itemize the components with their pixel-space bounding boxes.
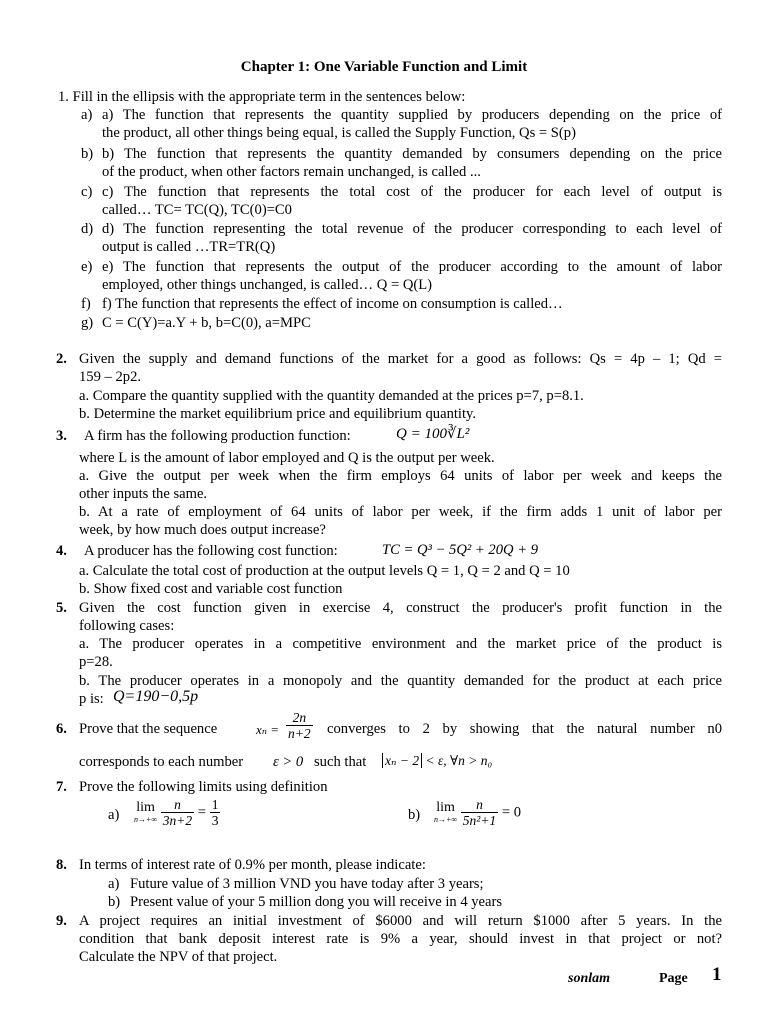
lim-label: lim — [136, 800, 155, 815]
q4-part-b: b. Show fixed cost and variable cost function — [79, 581, 343, 597]
q3-part-a: a. Give the output per week when the firm employs 64 units of labor per week and keeps the — [79, 468, 722, 484]
q1-item-text: d) The function representing the total revenue of the producer corresponding to each level of — [102, 221, 722, 237]
q1-item-text: called… TC= TC(Q), TC(0)=C0 — [102, 202, 292, 218]
q5-demand-formula: Q=190−0,5p — [113, 688, 199, 705]
q1-item-marker: f) — [81, 296, 91, 312]
q4-formula: TC = Q³ − 5Q² + 20Q + 9 — [382, 542, 538, 558]
q3-part-b: week, by how much does output increase? — [79, 522, 326, 538]
q5-number: 5. — [56, 600, 67, 616]
q5-part-b: p is: — [79, 691, 104, 707]
q3-formula: Q = 100∛L² — [396, 426, 470, 442]
fraction — [286, 710, 313, 741]
q7-part-a-marker: a) — [108, 807, 120, 823]
q9-text: condition that bank deposit interest rate is 9% a year, should invest in that project or not? — [79, 931, 722, 947]
q6-epsilon: ε > 0 — [273, 754, 304, 770]
q6-inequality: < ε, ∀n > n₀ — [425, 753, 493, 768]
fraction — [210, 797, 221, 828]
q1-item-text: employed, other things unchanged, is called… Q = Q(L) — [102, 277, 433, 293]
q1-item-marker: a) — [81, 107, 93, 123]
q1-item-text: the product, all other things being equal, is called the Supply Function, Qs = S(p) — [102, 125, 576, 141]
q2-text: Given the supply and demand functions of the market for a good as follows: Qs = 4p – 1; Qd = — [79, 351, 722, 367]
q1-item-text: b) The function that represents the quantity demanded by consumers depending on the price — [102, 146, 722, 162]
q4-lead: A producer has the following cost function: — [84, 543, 338, 559]
q8-part-b-marker: b) — [108, 894, 121, 910]
fraction-denominator: n+2 — [288, 726, 311, 741]
fraction-numerator: n — [174, 797, 181, 812]
q5-text: Given the cost function given in exercise 4, construct the producer's profit function in the — [79, 600, 722, 616]
q3-part-a: other inputs the same. — [79, 486, 208, 502]
limit-operator — [434, 801, 457, 824]
fraction — [461, 797, 498, 828]
q8-part-a: Future value of 3 million VND you have today after 3 years; — [130, 876, 484, 892]
footer-author: sonlam — [568, 971, 611, 986]
q3-lead: A firm has the following production function: — [84, 428, 351, 444]
fraction-numerator: n — [476, 797, 483, 812]
q6-lead: Prove that the sequence — [79, 721, 218, 737]
q1-intro: 1. Fill in the ellipsis with the appropriate term in the sentences below: — [58, 89, 466, 105]
limit-operator — [134, 801, 157, 824]
q6-number: 6. — [56, 721, 67, 737]
q1-item-text: f) The function that represents the effect of income on consumption is called… — [102, 296, 563, 312]
fraction-numerator: 1 — [211, 797, 219, 812]
q5-part-b: b. The producer operates in a monopoly and the quantity demanded for the product at each price — [79, 673, 722, 689]
q3-part-b: b. At a rate of employment of 64 units of labor per week, if the firm adds 1 unit of labor per — [79, 504, 722, 520]
page-title: Chapter 1: One Variable Function and Limit — [240, 59, 528, 75]
footer-page-label: Page — [659, 971, 688, 986]
q6-text: converges to 2 by showing that the natural number n0 — [327, 721, 722, 737]
q1-item-text: C = C(Y)=a.Y + b, b=C(0), a=MPC — [102, 315, 311, 331]
q5-text: following cases: — [79, 618, 175, 634]
q5-part-a: p=28. — [79, 654, 113, 670]
q8-part-a-marker: a) — [108, 876, 120, 892]
q3-text: where L is the amount of labor employed and Q is the output per week. — [79, 450, 495, 466]
fraction-denominator: 3n+2 — [162, 813, 193, 828]
q7-limit-a — [134, 797, 220, 828]
q1-item-text: e) The function that represents the output of the producer according to the amount of labor — [102, 259, 722, 275]
q8-number: 8. — [56, 857, 67, 873]
equals-zero: = 0 — [501, 804, 522, 821]
q1-item-marker: c) — [81, 184, 93, 200]
fraction-denominator: 3 — [211, 813, 219, 828]
q1-item-marker: b) — [81, 146, 94, 162]
lim-label: lim — [436, 800, 455, 815]
lim-subscript: n→+∞ — [434, 815, 458, 824]
q2-part-b: b. Determine the market equilibrium price and equilibrium quantity. — [79, 406, 477, 422]
q1-item-text: output is called …TR=TR(Q) — [102, 239, 276, 255]
fraction — [161, 797, 194, 828]
q6-text: corresponds to each number — [79, 754, 244, 770]
q6-sequence-fraction — [286, 710, 313, 741]
equals-sign: = — [197, 804, 207, 821]
q1-item-text: c) The function that represents the total cost of the producer for each level of output is — [102, 184, 722, 200]
lim-subscript: n→+∞ — [134, 815, 158, 824]
q1-item-marker: d) — [81, 221, 94, 237]
q7-number: 7. — [56, 779, 67, 795]
q2-text: 159 – 2p2. — [79, 369, 142, 385]
q1-item-text: of the product, when other factors remain unchanged, is called ... — [102, 164, 481, 180]
q7-limit-b — [434, 797, 521, 828]
footer-page-number: 1 — [712, 964, 722, 985]
q8-part-b: Present value of your 5 million dong you will receive in 4 years — [130, 894, 503, 910]
q1-item-marker: g) — [81, 315, 94, 331]
q1-item-marker: e) — [81, 259, 93, 275]
q1-item-text: a) The function that represents the quantity supplied by producers depending on the price of — [102, 107, 722, 123]
q3-number: 3. — [56, 428, 67, 444]
q9-text: Calculate the NPV of that project. — [79, 949, 278, 965]
q6-text: such that — [314, 754, 367, 770]
q2-number: 2. — [56, 351, 67, 367]
q2-part-a: a. Compare the quantity supplied with the quantity demanded at the prices p=7, p=8.1. — [79, 388, 584, 404]
q6-sequence-symbol: xₙ = — [256, 722, 280, 737]
q6-condition — [382, 752, 492, 770]
q9-number: 9. — [56, 913, 67, 929]
q4-part-a: a. Calculate the total cost of production at the output levels Q = 1, Q = 2 and Q = 10 — [79, 563, 570, 579]
q9-text: A project requires an initial investment of $6000 and will return $1000 after 5 years. In the — [79, 913, 722, 929]
q7-lead: Prove the following limits using definition — [79, 779, 328, 795]
fraction-denominator: 5n²+1 — [462, 813, 497, 828]
q4-number: 4. — [56, 543, 67, 559]
q8-lead: In terms of interest rate of 0.9% per month, please indicate: — [79, 857, 426, 873]
q5-part-a: a. The producer operates in a competitive environment and the market price of the product is — [79, 636, 722, 652]
q7-part-b-marker: b) — [408, 807, 421, 823]
fraction-numerator: 2n — [292, 710, 307, 725]
absolute-value: xₙ − 2 — [382, 753, 422, 768]
